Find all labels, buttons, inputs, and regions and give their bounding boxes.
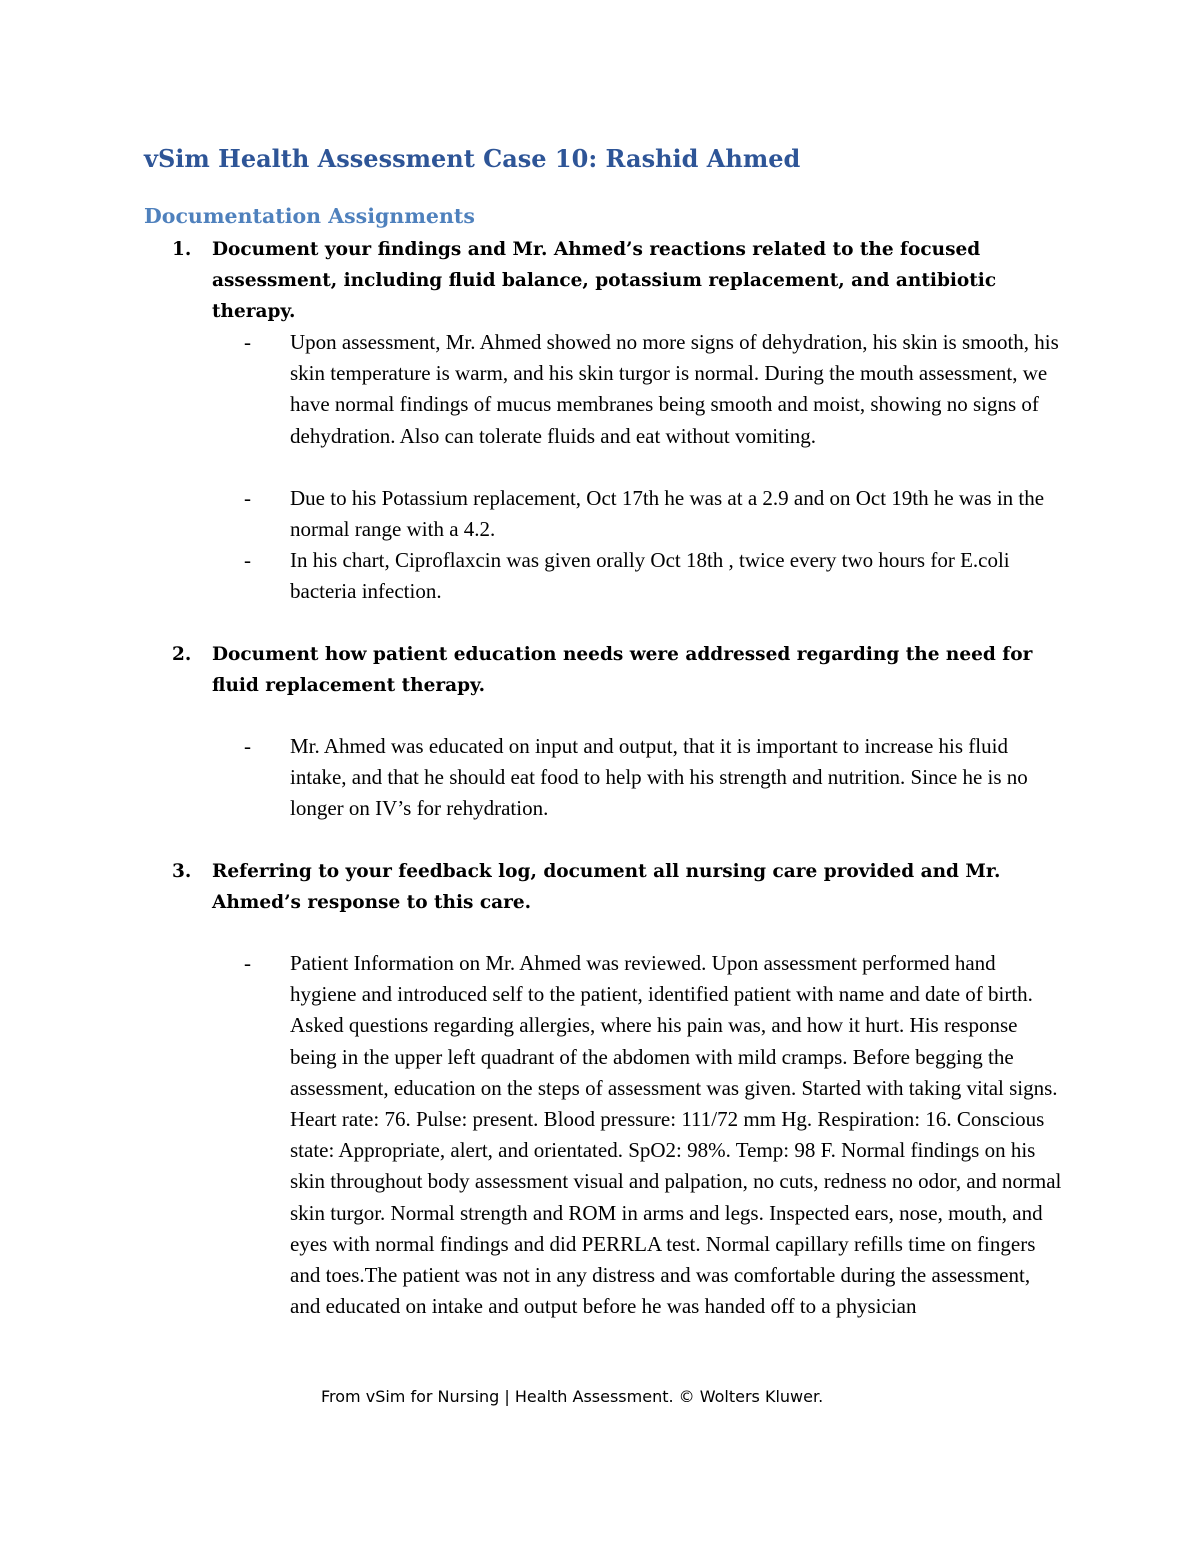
bullet-dash: - — [244, 951, 251, 975]
question-number: 2. — [172, 644, 192, 665]
answer-bullet — [244, 731, 1064, 825]
question-1 — [172, 234, 1072, 327]
answer-bullet — [244, 545, 1064, 607]
bullet-dash: - — [244, 486, 251, 510]
answer-bullet — [244, 483, 1064, 545]
bullet-text: Patient Information on Mr. Ahmed was reviewed. Upon assessment performed hand hygiene and introduced self to the patient, identified patient with name and date of birth. Asked questions regarding allergies, where his pain was, and how it hurt. His response being in the upper left quadrant of the abdomen with mild cramps. Before begging the assessment, education on the steps of assessment was given. Started with taking vital signs. Heart rate: 76. Pulse: present. Blood pressure: 111/72 mm Hg. Respiration: 16. Conscious state: Appropriate, alert, and orientated. SpO2: 98%. Temp: 98 F. Normal findings on his skin throughout body assessment visual and palpation, no cuts, redness no odor, and normal skin turgor. Normal strength and ROM in arms and legs. Inspected ears, nose, mouth, and eyes with normal findings and did PERRLA test. Normal capillary refills time on fingers and toes.The patient was not in any distress and was comfortable during the assessment, and educated on intake and output before he was handed off to a physician — [290, 951, 1062, 1319]
question-text: Referring to your feedback log, document all nursing care provided and Mr. Ahmed’s response to this care. — [212, 861, 1001, 913]
question-text: Document your findings and Mr. Ahmed’s reactions related to the focused assessment, including fluid balance, potassium replacement, and antibiotic therapy. — [212, 239, 997, 322]
bullet-dash: - — [244, 330, 251, 354]
section-heading: Documentation Assignments — [144, 204, 475, 228]
question-number: 1. — [172, 239, 192, 260]
bullet-text: Due to his Potassium replacement, Oct 17th he was at a 2.9 and on Oct 19th he was in the normal range with a 4.2. — [290, 486, 1045, 542]
bullet-dash: - — [244, 734, 251, 758]
question-text: Document how patient education needs were addressed regarding the need for fluid replacement therapy. — [212, 644, 1033, 696]
bullet-dash: - — [244, 548, 251, 572]
document-title: vSim Health Assessment Case 10: Rashid Ahmed — [144, 144, 801, 173]
bullet-text: In his chart, Ciproflaxcin was given orally Oct 18th , twice every two hours for E.coli bacteria infection. — [290, 548, 1010, 604]
page-footer: From vSim for Nursing | Health Assessment. © Wolters Kluwer. — [321, 1387, 824, 1406]
question-3 — [172, 856, 1072, 918]
answer-bullet — [244, 948, 1064, 1322]
question-number: 3. — [172, 861, 192, 882]
bullet-text: Mr. Ahmed was educated on input and output, that it is important to increase his fluid intake, and that he should eat food to help with his strength and nutrition. Since he is no longer on IV’s for rehydration. — [290, 734, 1028, 821]
bullet-text: Upon assessment, Mr. Ahmed showed no more signs of dehydration, his skin is smooth, his skin temperature is warm, and his skin turgor is normal. During the mouth assessment, we have normal findings of mucus membranes being smooth and moist, showing no signs of dehydration. Also can tolerate fluids and eat without vomiting. — [290, 330, 1059, 448]
question-2 — [172, 639, 1072, 701]
answer-bullet — [244, 327, 1064, 452]
